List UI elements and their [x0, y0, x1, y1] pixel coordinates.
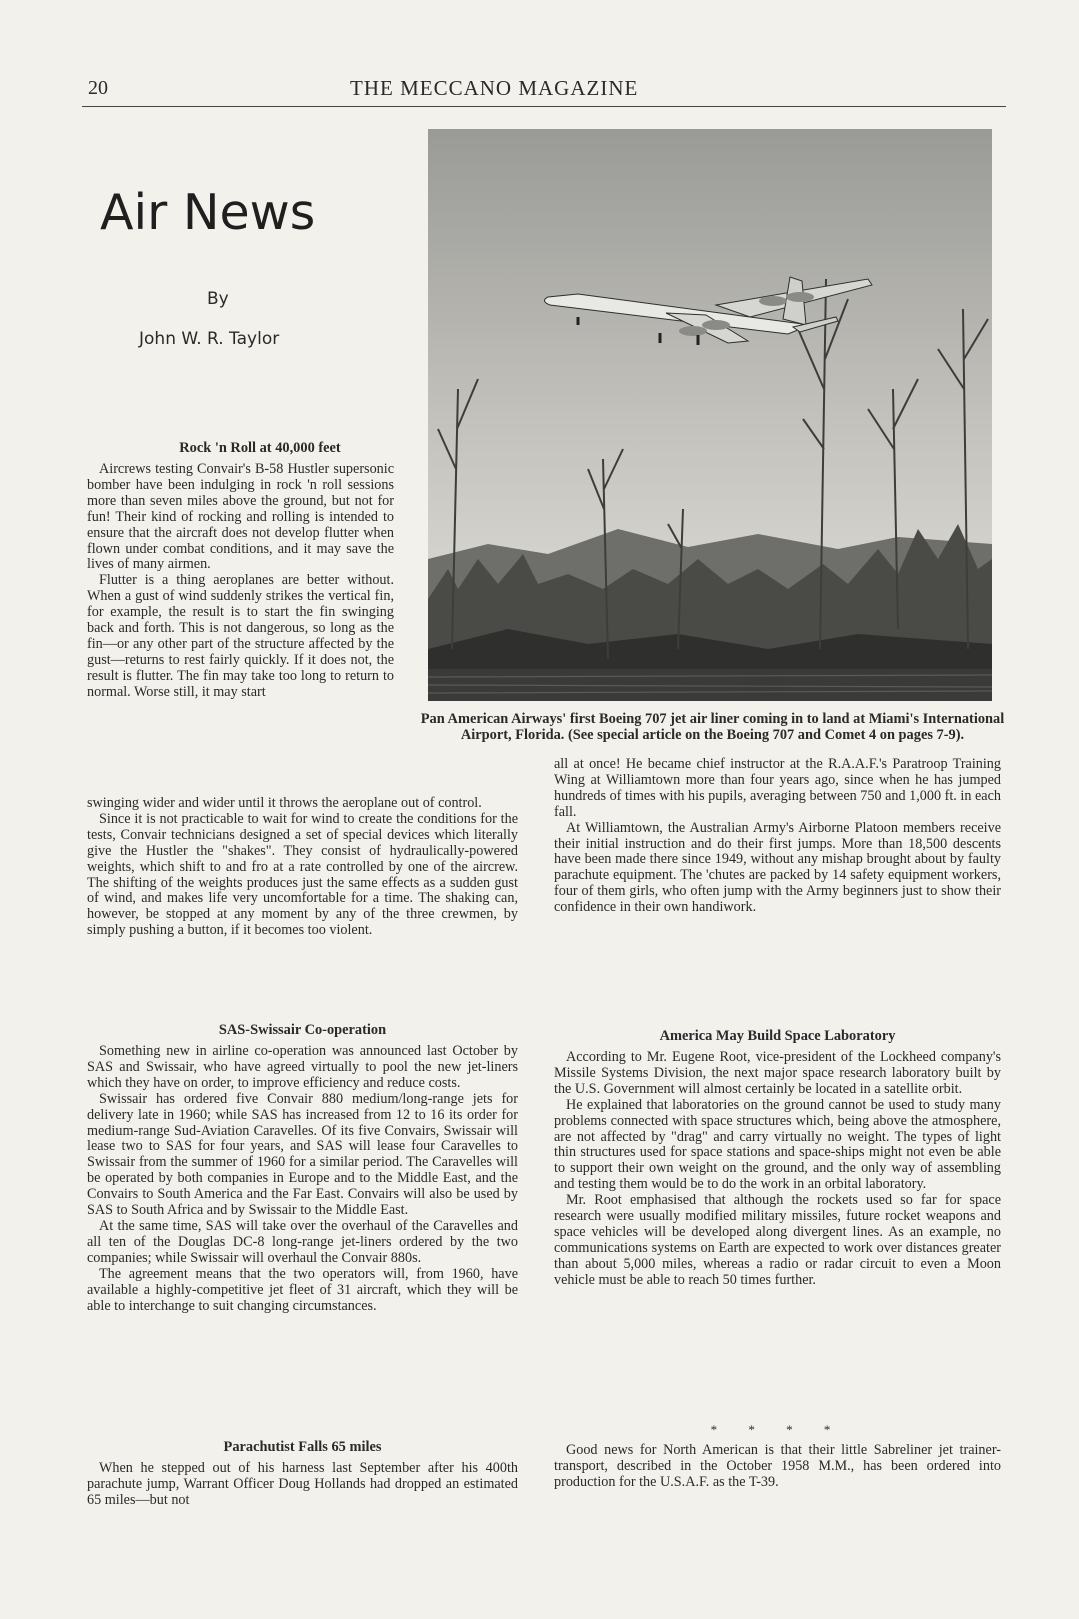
space-section-text — [554, 1050, 1001, 1289]
section-heading-space-laboratory: America May Build Space Laboratory — [659, 1028, 896, 1044]
aircraft-photo — [428, 129, 992, 701]
header-rule — [82, 106, 1006, 107]
sas-section-text — [87, 1044, 518, 1314]
sas-paragraph-3: At the same time, SAS will take over the overhaul of the Caravelles and all ten of the Douglas DC-8 long-range jet-liners ordered by the two companies; while Swissair will overhaul the Convair 880s. — [87, 1217, 518, 1266]
section-heading-rock-n-roll: Rock 'n Roll at 40,000 feet — [179, 440, 341, 456]
parachutist-paragraph-2: At Williamtown, the Australian Army's Airborne Platoon members receive their initial instruction and do their first jumps. More than 18,500 descents have been made there since 1949, without any mishap brought about by faulty parachute equipment. The 'chutes are packed by 14 safety equipment workers, four of them girls, who often jump with the Army beginners just to show their confidence in their own handiwork. — [554, 819, 1001, 916]
rock-paragraph-2-continued: swinging wider and wider until it throws the aeroplane out of control. — [87, 795, 482, 811]
rock-section-narrow-text — [87, 462, 394, 701]
page-number: 20 — [88, 77, 108, 99]
magazine-title: THE MECCANO MAGAZINE — [350, 76, 639, 100]
parachutist-paragraph-1-continued: all at once! He became chief instructor at the R.A.A.F.'s Paratroop Training Wing at Williamtown more than four years ago, since when he has jumped hundreds of times with his pupils, averaging between 750 and 1,000 ft. in each fall. — [554, 756, 1001, 820]
rock-section-wide-text — [87, 796, 518, 939]
sas-paragraph-1: Something new in airline co-operation was announced last October by SAS and Swissair, who have agreed virtually to pool the new jet-liners which they have on order, to improve efficiency and reduce costs. — [87, 1043, 518, 1091]
section-heading-sas-swissair: SAS-Swissair Co-operation — [218, 1022, 387, 1038]
parachutist-paragraph-1: When he stepped out of his harness last September after his 400th parachute jump, Warrant Officer Doug Hollands had dropped an estimated 65 miles—but not — [87, 1460, 518, 1508]
section-separator: * * * * — [710, 1422, 845, 1437]
parachutist-continued-text — [554, 757, 1001, 916]
author-name: John W. R. Taylor — [139, 329, 280, 349]
rock-paragraph-3: Since it is not practicable to wait for wind to create the conditions for the tests, Convair technicians designed a set of special devices which literally give the Hustler the "shakes". They consist of hydraulically-powered weights, which shift to and fro at a rate controlled by one of the aircrew. The shifting of the weights produces just the same effects as a sudden gust of wind, and makes life very uncomfortable for a time. The shaking can, however, be stopped at any moment by any of the three crewmen, by simply pushing a button, if it becomes too violent. — [87, 810, 518, 939]
space-paragraph-2: He explained that laboratories on the ground cannot be used to study many problems connected with space structures which, being above the atmosphere, are not affected by "drag" and carry virtually no weight. The types of light thin structures used for space stations and space-ships might not even be able to support their own weight on the ground, and the only way of assembling and testing them would be to do the work in an orbital laboratory. — [554, 1096, 1001, 1193]
sas-paragraph-2: Swissair has ordered five Convair 880 medium/long-range jets for delivery late in 1960; while SAS has increased from 12 to 16 its order for medium-range Sud-Aviation Caravelles. Of its five Convairs, Swissair will lease two to SAS for four years, and SAS will lease four Caravelles to Swissair from the summer of 1960 for a similar period. The Caravelles will be operated by both companies in Europe and to the Middle East, and the Convairs to South America and the Far East. Convairs will also be used by SAS to South Africa and by Swissair to the Middle East. — [87, 1090, 518, 1219]
byline-by: By — [207, 289, 229, 309]
rock-paragraph-2: Flutter is a thing aeroplanes are better without. When a gust of wind suddenly strikes the vertical fin, for example, the result is to start the fin swinging back and forth. This is not dangerous, so long as the fin—or any other part of the structure affected by the gust—returns to rest fairly quickly. If it does not, the result is flutter. The fin may take too long to return to normal. Worse still, it may start — [87, 572, 394, 700]
parachutist-section-text — [87, 1461, 518, 1509]
article-title: Air News — [100, 184, 316, 241]
sas-paragraph-4: The agreement means that the two operators will, from 1960, have available a highly-competitive jet fleet of 31 aircraft, which they will be able to interchange to suit changing circumstances. — [87, 1265, 518, 1314]
rock-paragraph-1: Aircrews testing Convair's B-58 Hustler supersonic bomber have been indulging in rock 'n roll sessions more than seven miles above the ground, but not for fun! Their kind of rocking and rolling is intended to ensure that the aircraft does not develop flutter when flown under combat conditions, and it may save the lives of many airmen. — [87, 461, 394, 573]
good-news-text — [554, 1443, 1001, 1491]
space-paragraph-1: According to Mr. Eugene Root, vice-president of the Lockheed company's Missile Systems Division, the next major space research laboratory built by the U.S. Government will almost certainly be located in a satellite orbit. — [554, 1049, 1001, 1097]
good-news-paragraph: Good news for North American is that their little Sabreliner jet trainer-transport, described in the October 1958 M.M., has been ordered into production for the U.S.A.F. as the T-39. — [554, 1442, 1001, 1490]
photo-caption: Pan American Airways' first Boeing 707 jet air liner coming in to land at Miami's International Airport, Florida. (See special article on the Boeing 707 and Comet 4 on pages 7-9). — [420, 711, 1005, 743]
space-paragraph-3: Mr. Root emphasised that although the rockets used so far for space research were usually modified military missiles, future rocket weapons and space vehicles will be developed along divergent lines. As an example, no communications systems on Earth are expected to work over distances greater than about 5,000 miles, whereas a radio or radar circuit to even a Moon vehicle must be able to reach 50 times further. — [554, 1192, 1001, 1288]
section-heading-parachutist: Parachutist Falls 65 miles — [223, 1439, 382, 1455]
